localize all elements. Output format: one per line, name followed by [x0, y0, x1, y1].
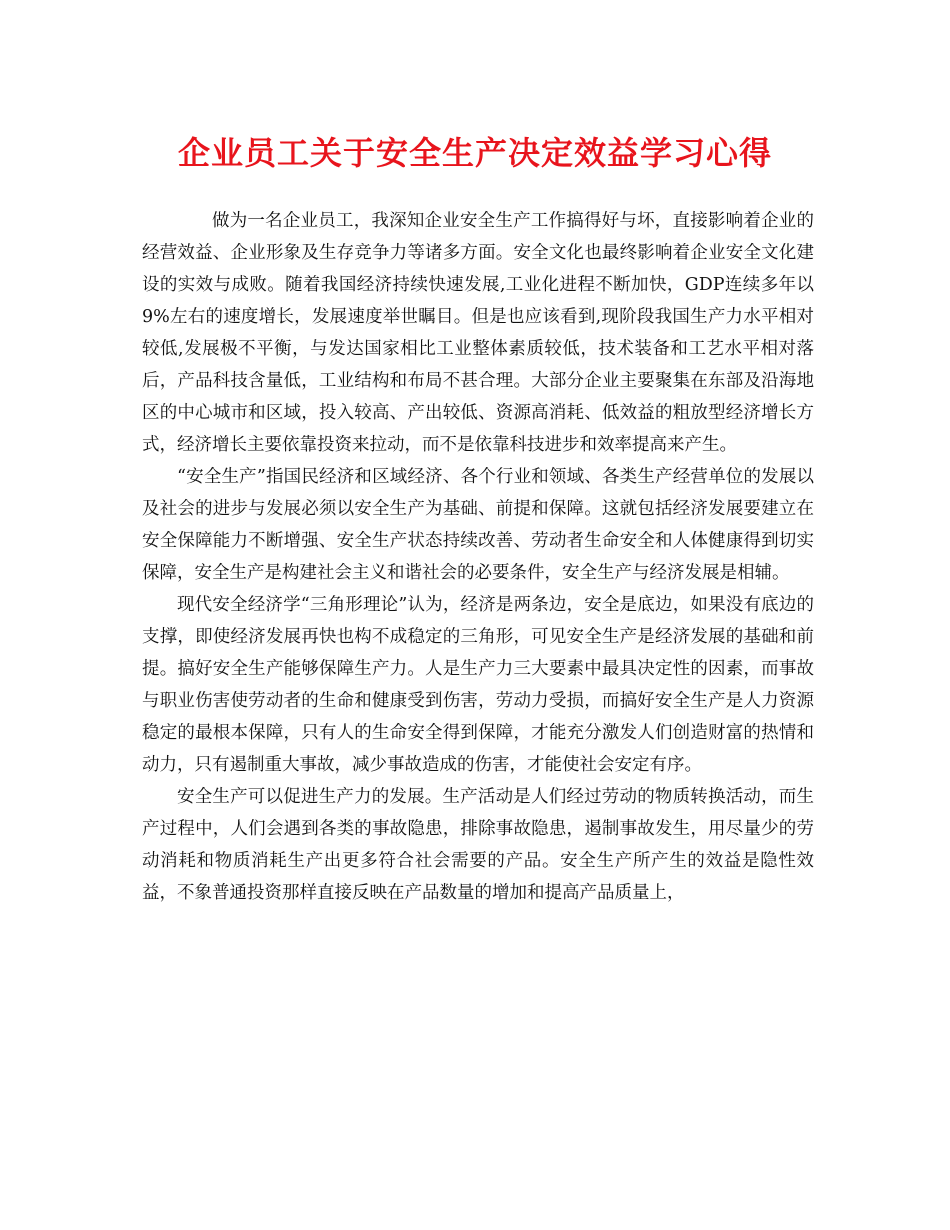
paragraph-4: 安全生产可以促进生产力的发展。生产活动是人们经过劳动的物质转换活动，而生产过程中，人们会遇到各类的事故隐患，排除事故隐患，遏制事故发生，用尽量少的劳动消耗和物质消耗生产出更多符合社会需要的产品。安全生产所产生的效益是隐性效益，不象普通投资那样直接反映在产品数量的增加和提高产品质量上，	[142, 787, 814, 903]
document-body	[142, 205, 814, 909]
document-title: 企业员工关于安全生产决定效益学习心得	[177, 134, 772, 172]
paragraph-2: “安全生产”指国民经济和区域经济、各个行业和领域、各类生产经营单位的发展以及社会的进步与发展必须以安全生产为基础、前提和保障。这就包括经济发展要建立在安全保障能力不断增强、安全生产状态持续改善、劳动者生命安全和人体健康得到切实保障，安全生产是构建社会主义和谐社会的必要条件，安全生产与经济发展是相辅。	[142, 467, 814, 583]
paragraph-3: 现代安全经济学“三角形理论”认为，经济是两条边，安全是底边，如果没有底边的支撑，即使经济发展再快也构不成稳定的三角形，可见安全生产是经济发展的基础和前提。搞好安全生产能够保障生产力。人是生产力三大要素中最具决定性的因素，而事故与职业伤害使劳动者的生命和健康受到伤害，劳动力受损，而搞好安全生产是人力资源稳定的最根本保障，只有人的生命安全得到保障，才能充分激发人们创造财富的热情和动力，只有遏制重大事故，减少事故造成的伤害，才能使社会安定有序。	[142, 595, 814, 775]
paragraph-1: 做为一名企业员工，我深知企业安全生产工作搞得好与坏，直接影响着企业的经营效益、企业形象及生存竞争力等诸多方面。安全文化也最终影响着企业安全文化建设的实效与成败。随着我国经济持续快速发展,工业化进程不断加快，GDP连续多年以 9%左右的速度增长，发展速度举世瞩目。但是也应该看到,现阶段我国生产力水平相对较低,发展极不平衡，与发达国家相比工业整体素质较低，技术装备和工艺水平相对落后，产品科技含量低，工业结构和布局不甚合理。大部分企业主要聚集在东部及沿海地区的中心城市和区域，投入较高、产出较低、资源高消耗、低效益的粗放型经济增长方式，经济增长主要依靠投资来拉动，而不是依靠科技进步和效率提高来产生。	[142, 211, 814, 455]
